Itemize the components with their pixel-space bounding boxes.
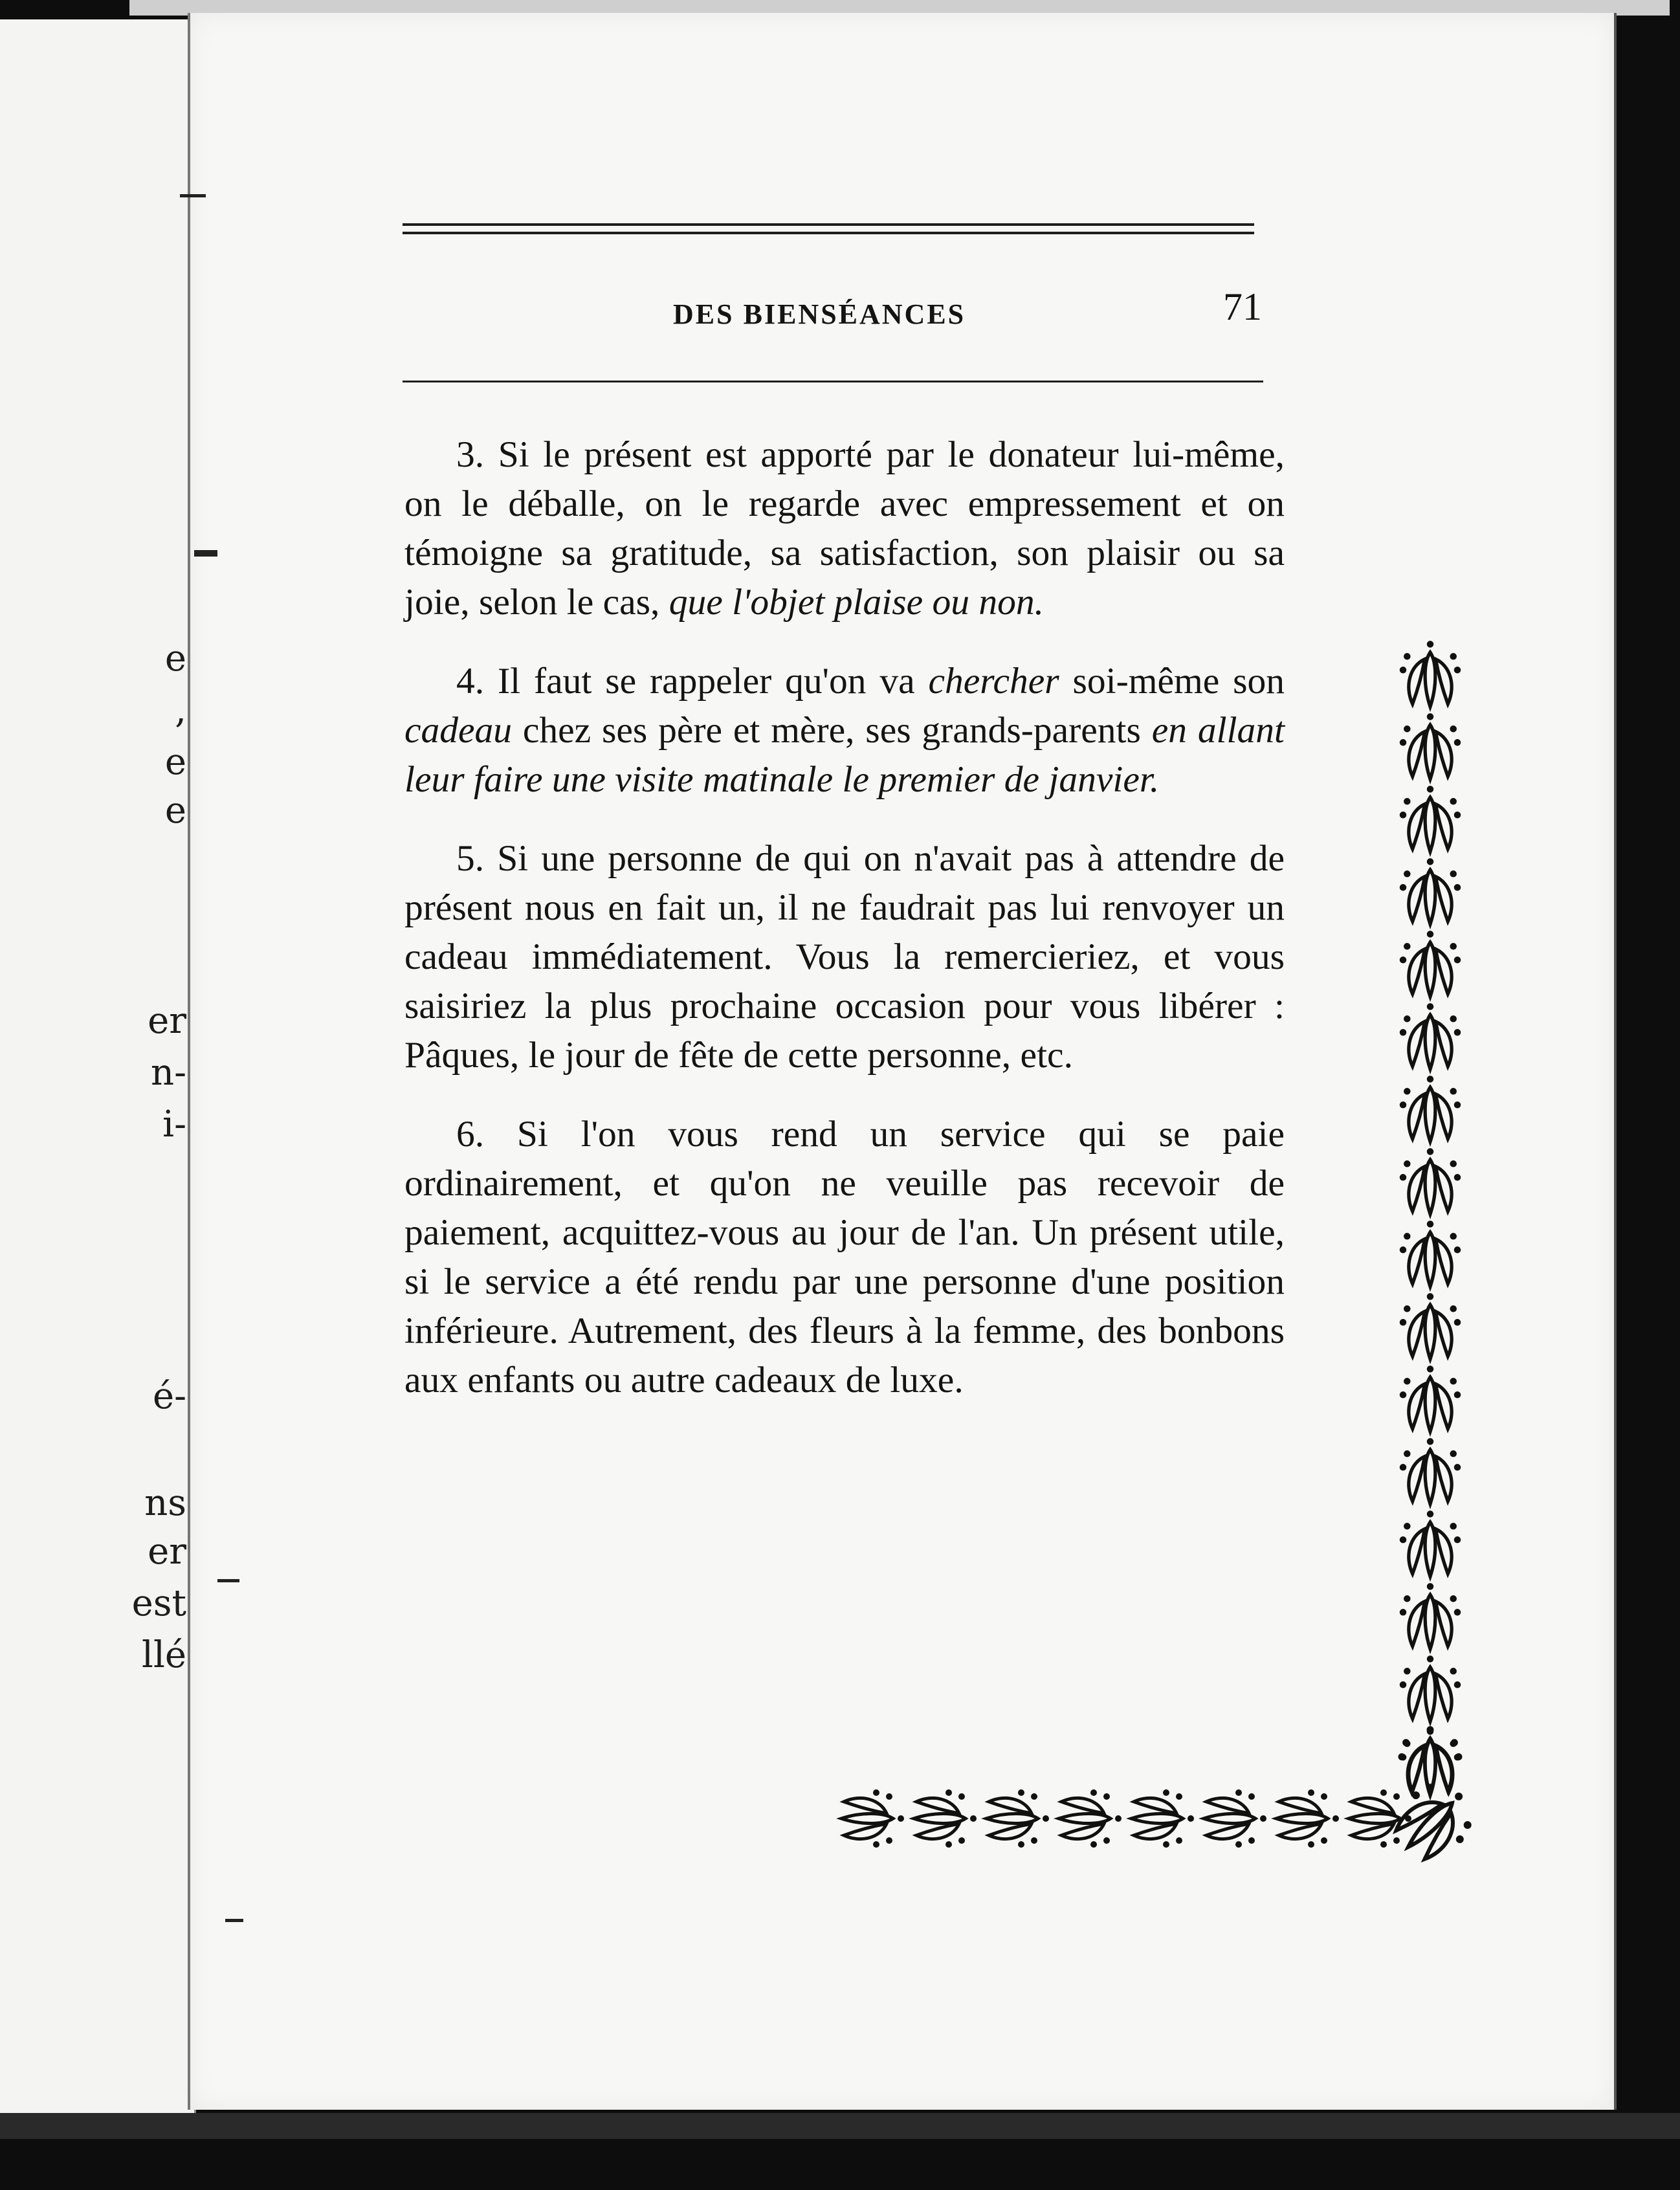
binding-thread-mark [180,194,206,197]
left-page-fragment: , [175,689,186,731]
text-run: Si le présent est apporté par le donateur lui-même, on le déballe, on le regarde avec empressement et on témoigne sa gratitude, sa satisfaction, son plaisir ou sa joie, selon le cas, [404,434,1285,623]
body-text [404,430,1285,1435]
text-run: soi-même son [1059,661,1285,702]
left-page-fragment: e [164,790,186,832]
paragraph [404,834,1285,1080]
left-facing-page [0,19,196,2116]
paragraph-number: 4. [456,661,498,702]
running-head: DES BIENSÉANCES [673,298,966,330]
text-run: chez ses père et mère, ses grands-parents [512,710,1152,751]
header-double-rule-top [403,223,1254,226]
paragraph-number: 6. [456,1114,517,1155]
left-page-fragment: er [148,1531,186,1573]
paragraph-number: 3. [456,434,498,475]
page-header [401,285,1262,349]
italic-run: chercher [928,661,1059,702]
text-run: Si une personne de qui on n'avait pas à attendre de présent nous en fait un, il ne faudrait pas lui renvoyer un cadeau immédiatement. Vous la remercieriez, et vous saisiriez la plus prochaine occasion pour vous libérer : Pâques, le jour de fête de cette personne, etc. [404,838,1285,1076]
left-page-fragment: e [164,741,186,783]
left-page-fragment: n- [151,1052,186,1094]
paragraph-number: 5. [456,838,498,879]
laurel-corner-ornament-icon [1378,1715,1482,1864]
paragraph [404,1110,1285,1405]
binding-thread-mark [217,1579,239,1582]
binding-thread-mark [194,550,217,557]
binding-thread-mark [225,1919,243,1922]
page-bottom-edge [0,2113,1680,2139]
left-page-text-fragments [57,19,186,2116]
italic-run: en allant leur faire une visite matinale le premier de janvier. [404,710,1285,800]
left-page-fragment: ns [144,1482,186,1524]
text-run: Il faut se rappeler qu'on va [497,661,929,702]
text-run: Si l'on vous rend un service qui se paie ordinairement, et qu'on ne veuille pas recevoir de paiement, acquittez-vous au jour de l'an. Un présent utile, si le service a été rendu par une personne d'une position inférieure. Autrement, des fleurs à la femme, des bonbons aux enfants ou autre cadeaux de luxe. [404,1114,1285,1400]
italic-run: que l'objet plaise ou non. [669,582,1044,623]
left-page-fragment: llé [142,1634,186,1676]
header-rule-below [403,381,1263,382]
laurel-vertical-border-icon [1385,641,1476,1857]
paragraph [404,657,1285,804]
page-number: 71 [1223,285,1262,328]
left-page-fragment: er [148,1000,186,1042]
left-page-fragment: est [131,1582,186,1624]
paragraph [404,430,1285,627]
left-page-fragment: i- [162,1103,186,1145]
italic-run: cadeau [404,710,513,751]
left-page-fragment: e [164,637,186,680]
left-page-fragment: é- [152,1375,186,1417]
header-double-rule-bottom [403,232,1254,234]
